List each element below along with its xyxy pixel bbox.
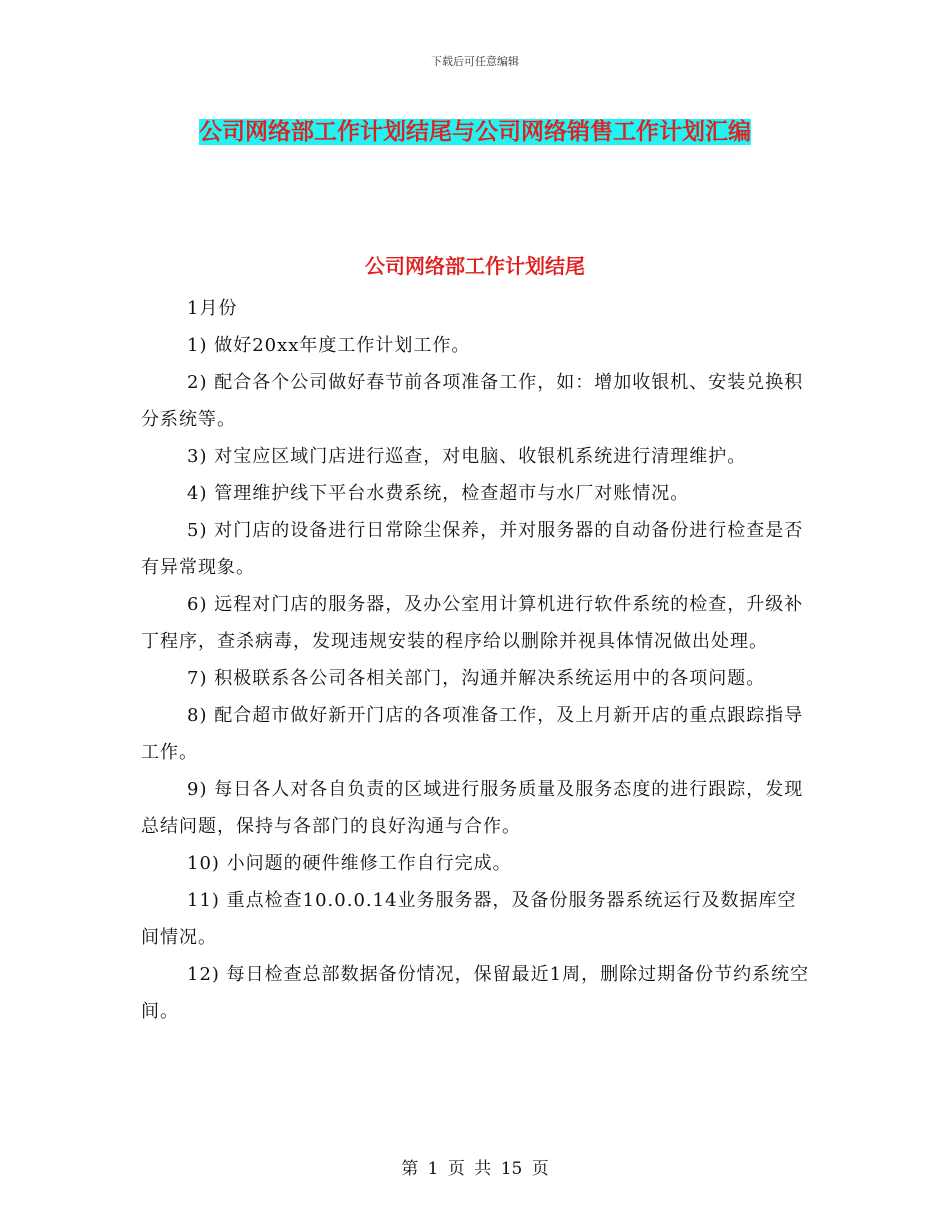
- paragraph-item-8: 8) 配合超市做好新开门店的各项准备工作，及上月新开店的重点跟踪指导工作。: [141, 705, 804, 763]
- paragraph-item-6: 6) 远程对门店的服务器，及办公室用计算机进行软件系统的检查，升级补丁程序，查杀病毒，发现违规安装的程序给以删除并视具体情况做出处理。: [141, 594, 804, 652]
- paragraph-item-2: 2) 配合各个公司做好春节前各项准备工作，如：增加收银机、安装兑换积分系统等。: [141, 372, 804, 430]
- paragraph-item-5: 5) 对门店的设备进行日常除尘保养，并对服务器的自动备份进行检查是否有异常现象。: [141, 520, 804, 578]
- paragraph-item-1: 1) 做好20xx年度工作计划工作。: [187, 335, 471, 356]
- page-number-footer: 第 1 页 共 15 页: [401, 1159, 549, 1179]
- paragraph-item-12: 12) 每日检查总部数据备份情况，保留最近1周，删除过期备份节约系统空间。: [141, 964, 810, 1022]
- paragraph-item-3: 3) 对宝应区域门店进行巡查，对电脑、收银机系统进行清理维护。: [187, 446, 747, 467]
- paragraph-item-4: 4) 管理维护线下平台水费系统，检查超市与水厂对账情况。: [187, 483, 690, 504]
- paragraph-month: 1月份: [187, 298, 238, 319]
- document-title-text: 公司网络部工作计划结尾与公司网络销售工作计划汇编: [199, 119, 751, 145]
- document-body: [141, 290, 811, 1030]
- paragraph-item-9: 9) 每日各人对各自负责的区域进行服务质量及服务态度的进行跟踪，发现总结问题，保持与各部门的良好沟通与合作。: [141, 779, 804, 837]
- paragraph-item-11: 11) 重点检查10.0.0.14业务服务器，及备份服务器系统运行及数据库空间情况。: [141, 890, 797, 948]
- header-note: 下载后可任意编辑: [431, 55, 519, 68]
- section-title: 公司网络部工作计划结尾: [365, 254, 585, 278]
- paragraph-item-7: 7) 积极联系各公司各相关部门，沟通并解决系统运用中的各项问题。: [187, 668, 766, 689]
- document-title: [140, 110, 810, 155]
- paragraph-item-10: 10) 小问题的硬件维修工作自行完成。: [187, 853, 512, 874]
